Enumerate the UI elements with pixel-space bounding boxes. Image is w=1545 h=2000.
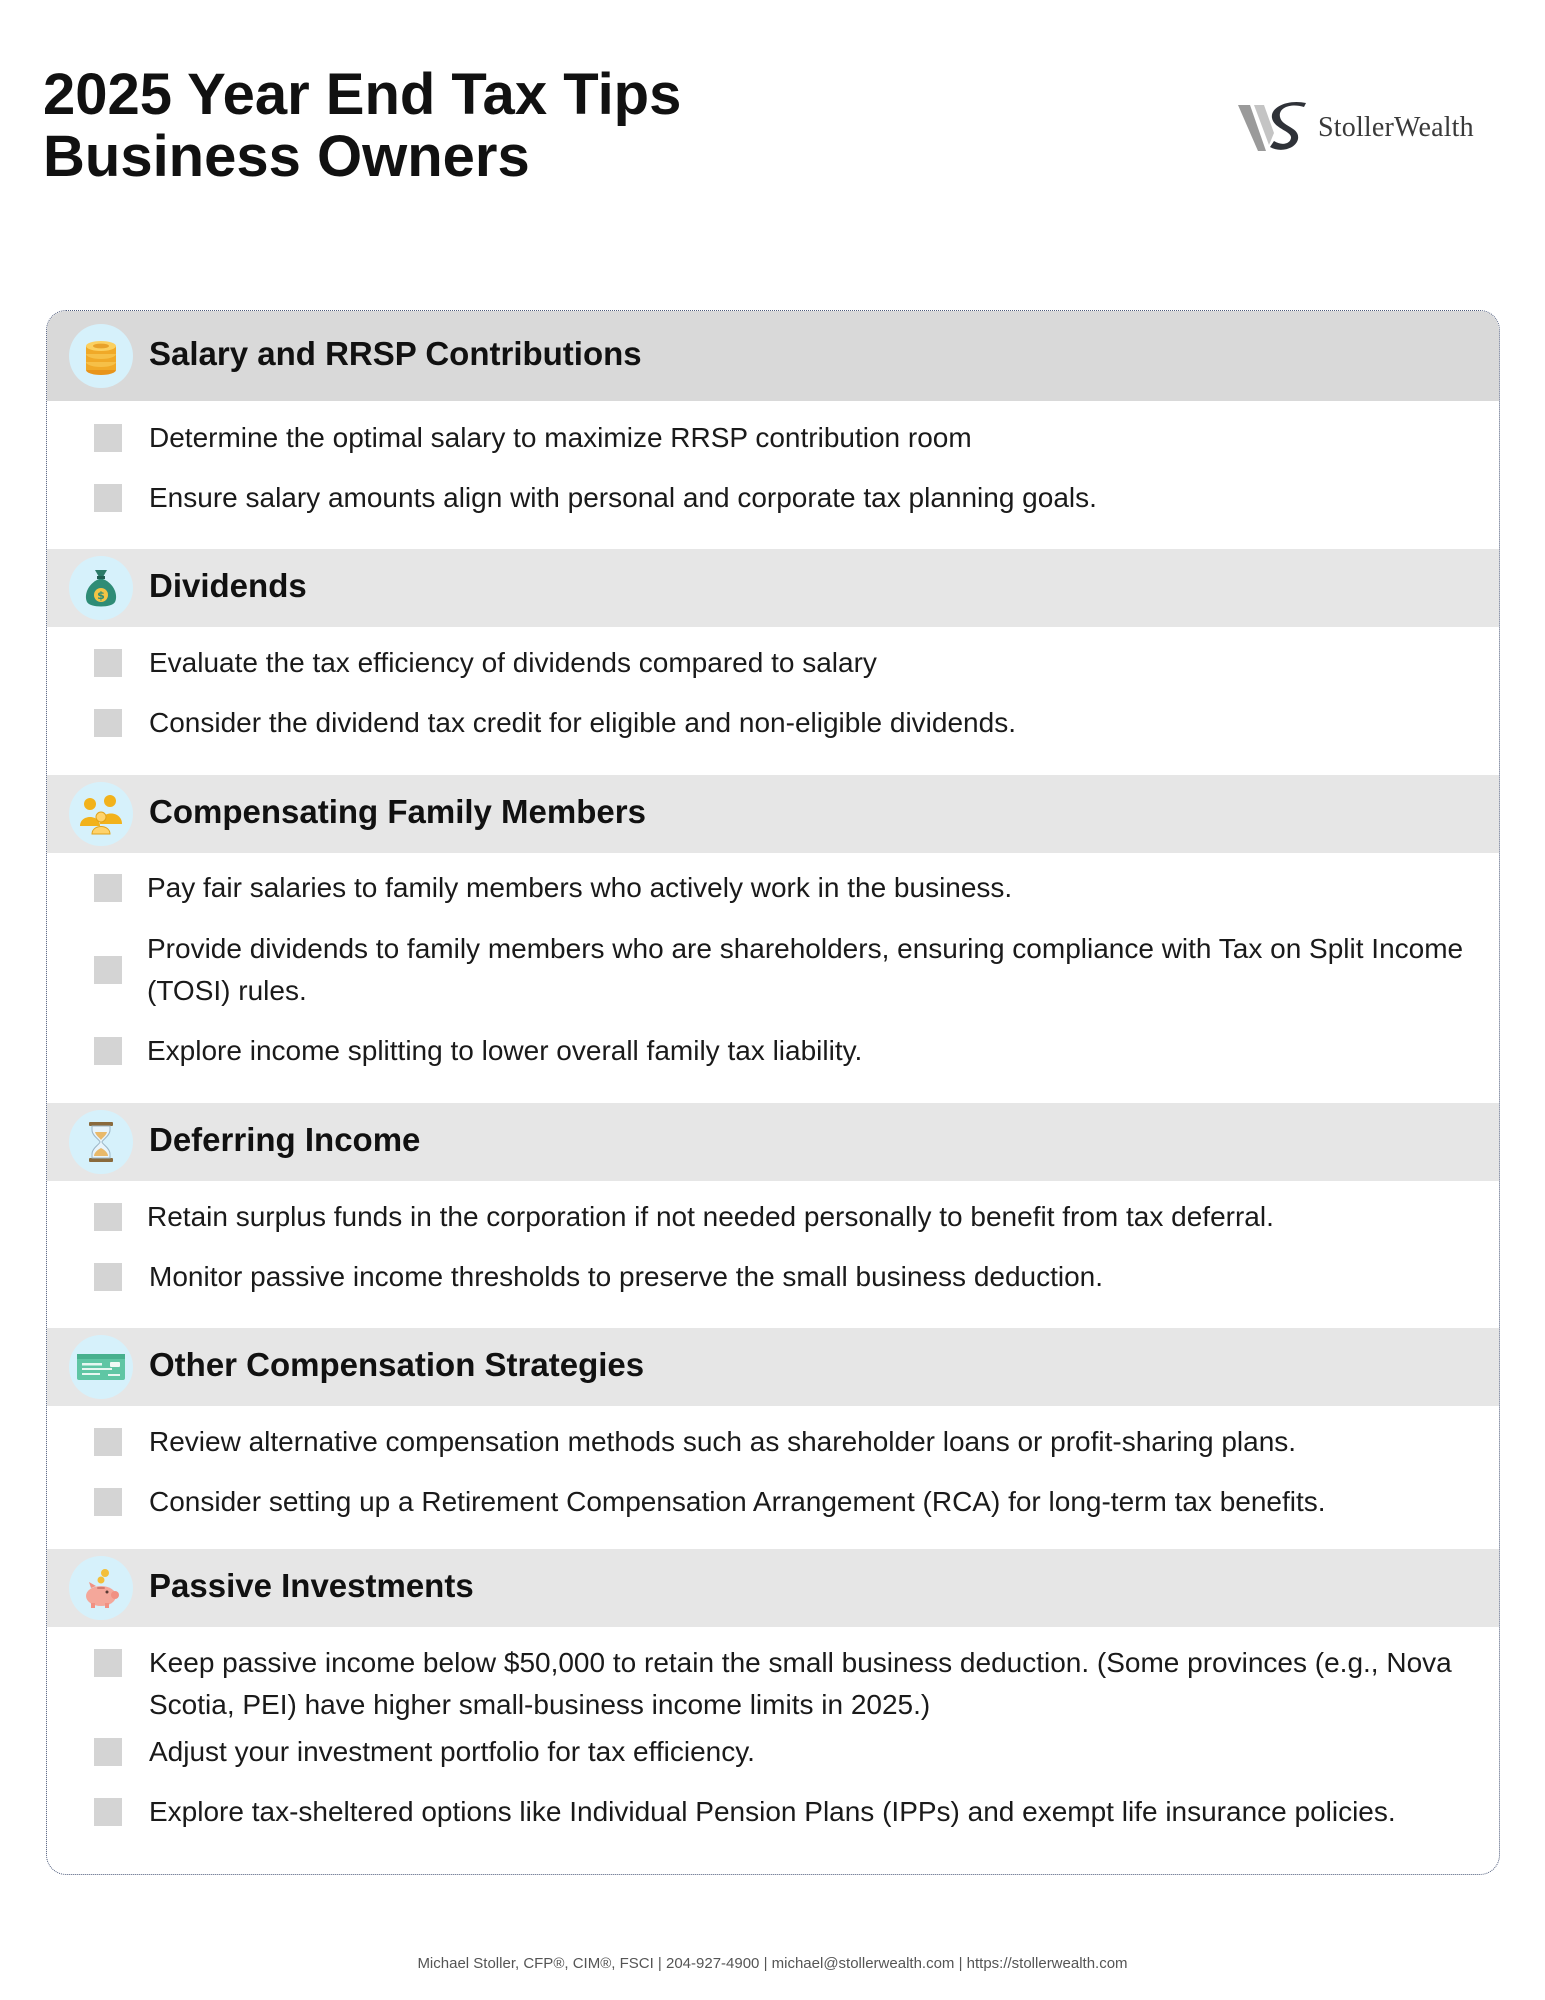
list-item xyxy=(47,1421,1499,1463)
checkbox[interactable] xyxy=(94,1738,122,1766)
checkbox[interactable] xyxy=(94,1488,122,1516)
item-text: Consider the dividend tax credit for eligible and non-eligible dividends. xyxy=(149,707,1016,738)
list-item xyxy=(47,928,1499,1012)
section-title-salary-rrsp: Salary and RRSP Contributions xyxy=(149,335,642,372)
item-text: Monitor passive income thresholds to preserve the small business deduction. xyxy=(149,1261,1104,1292)
list-item xyxy=(47,867,1499,909)
section-title-family: Compensating Family Members xyxy=(149,793,646,830)
checkbox[interactable] xyxy=(94,1263,122,1291)
checkbox[interactable] xyxy=(94,1428,122,1456)
list-item xyxy=(47,1791,1499,1833)
checkbox[interactable] xyxy=(94,709,122,737)
section-title-other-compensation: Other Compensation Strategies xyxy=(149,1346,645,1383)
section-header-deferring xyxy=(47,1103,1499,1181)
list-item xyxy=(47,642,1499,684)
list-item xyxy=(47,1256,1499,1298)
checklist-card xyxy=(46,310,1500,1875)
section-title-deferring: Deferring Income xyxy=(149,1121,421,1158)
list-item xyxy=(47,702,1499,744)
item-text: Ensure salary amounts align with personal and corporate tax planning goals. xyxy=(149,482,1097,513)
checkbox[interactable] xyxy=(94,1798,122,1826)
item-text: Explore income splitting to lower overall family tax liability. xyxy=(147,1035,863,1066)
checkbox[interactable] xyxy=(94,956,122,984)
brand-logo xyxy=(1236,100,1474,156)
section-title-passive: Passive Investments xyxy=(149,1567,474,1604)
item-text: Adjust your investment portfolio for tax efficiency. xyxy=(149,1736,755,1767)
money-bag-icon xyxy=(69,556,133,620)
item-text: Review alternative compensation methods such as shareholder loans or profit-sharing plans. xyxy=(149,1426,1297,1457)
stoller-monogram-icon xyxy=(1236,101,1312,155)
list-item xyxy=(47,1481,1499,1523)
section-header-family xyxy=(47,775,1499,853)
list-item xyxy=(47,1731,1499,1773)
section-header-passive xyxy=(47,1549,1499,1627)
list-item xyxy=(47,1030,1499,1072)
checkbox[interactable] xyxy=(94,1649,122,1677)
item-text: Evaluate the tax efficiency of dividends compared to salary xyxy=(149,647,877,678)
item-text: Pay fair salaries to family members who actively work in the business. xyxy=(147,872,1013,903)
item-text: Determine the optimal salary to maximize RRSP contribution room xyxy=(149,422,972,453)
item-text: Explore tax-sheltered options like Individual Pension Plans (IPPs) and exempt life insurance policies. xyxy=(149,1796,1396,1827)
checkbox[interactable] xyxy=(94,649,122,677)
list-item xyxy=(47,417,1499,459)
checkbox[interactable] xyxy=(94,484,122,512)
checkbox[interactable] xyxy=(94,874,122,902)
svg-text:$: $ xyxy=(97,589,105,602)
list-item xyxy=(47,1196,1499,1238)
list-item xyxy=(47,1642,1499,1726)
family-icon xyxy=(69,782,133,846)
checkbox[interactable] xyxy=(94,1037,122,1065)
coin-stack-icon xyxy=(69,324,133,388)
item-text: Consider setting up a Retirement Compensation Arrangement (RCA) for long-term tax benefits. xyxy=(149,1486,1326,1517)
section-header-salary-rrsp xyxy=(47,311,1499,401)
section-header-dividends xyxy=(47,549,1499,627)
checkbox[interactable] xyxy=(94,1203,122,1231)
item-text: Retain surplus funds in the corporation if not needed personally to benefit from tax deferral. xyxy=(147,1201,1274,1232)
section-header-other-compensation xyxy=(47,1328,1499,1406)
brand-name: StollerWealth xyxy=(1318,112,1474,143)
section-title-dividends: Dividends xyxy=(149,567,307,604)
cheque-icon xyxy=(69,1335,133,1399)
item-text: Provide dividends to family members who are shareholders, ensuring compliance with Tax on Split Income (TOSI) rules. xyxy=(147,933,1464,1006)
checkbox[interactable] xyxy=(94,424,122,452)
item-text: Keep passive income below $50,000 to retain the small business deduction. (Some provinces (e.g., Nova Scotia, PEI) have higher small-business income limits in 2025.) xyxy=(149,1647,1452,1720)
title-line-2: Business Owners xyxy=(43,124,530,189)
list-item xyxy=(47,477,1499,519)
piggy-bank-icon xyxy=(69,1556,133,1620)
title-line-1: 2025 Year End Tax Tips xyxy=(43,62,682,127)
page-title xyxy=(43,64,681,188)
footer-contact: Michael Stoller, CFP®, CIM®, FSCI | 204-927-4900 | michael@stollerwealth.com | https://stollerwealth.com xyxy=(417,1955,1128,1972)
hourglass-icon xyxy=(69,1110,133,1174)
